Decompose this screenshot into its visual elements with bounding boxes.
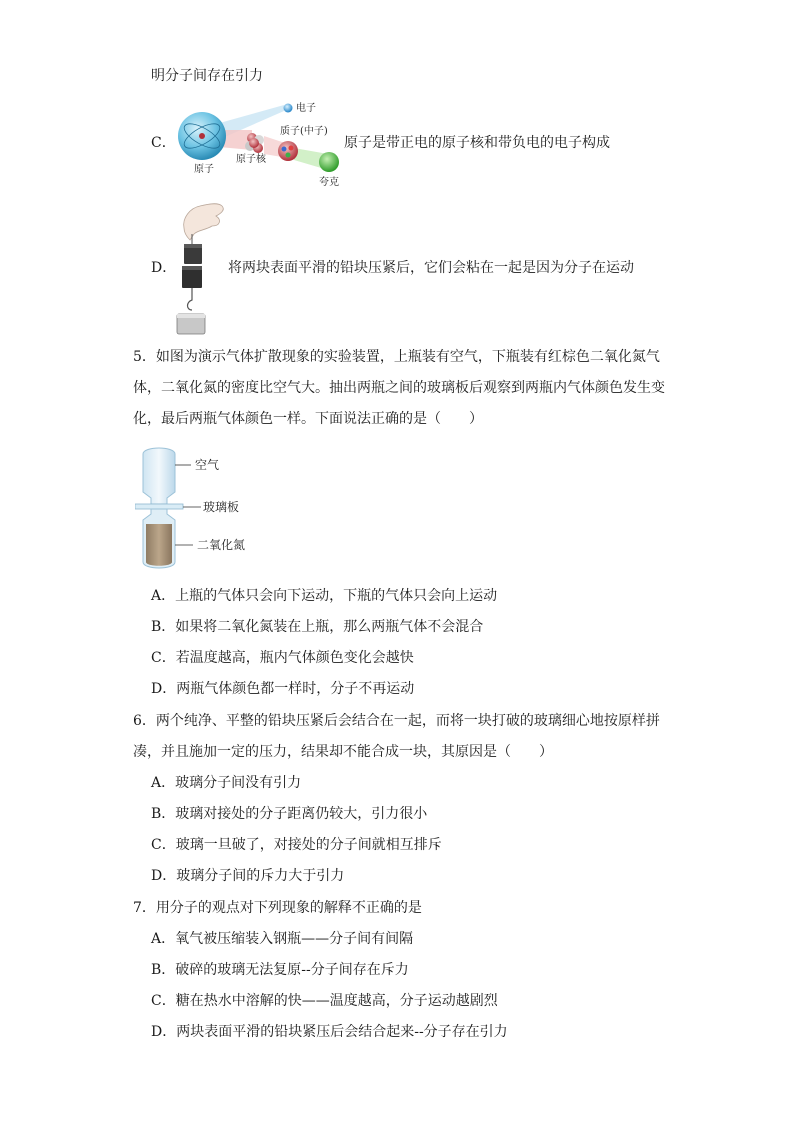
q7-line-1: 7．用分子的观点对下列现象的解释不正确的是 [133, 900, 422, 916]
prev-option-c-letter: C． [151, 135, 176, 151]
atom-structure-figure [172, 96, 347, 192]
q5-line-3: 化，最后两瓶气体颜色一样。下面说法正确的是（ ） [133, 411, 483, 427]
q5-line-1: 5．如图为演示气体扩散现象的实验装置，上瓶装有空气，下瓶装有红棕色二氧化氮气 [133, 349, 660, 365]
glass-plate [135, 504, 183, 509]
label-atom: 原子 [194, 164, 214, 175]
q5-option-d: D．两瓶气体颜色都一样时，分子不再运动 [151, 681, 415, 697]
label-glass-plate: 玻璃板 [203, 500, 240, 514]
label-nucleus: 原子核 [236, 154, 266, 165]
q6-line-2: 凑，并且施加一定的压力，结果却不能合成一块，其原因是（ ） [133, 744, 553, 760]
lead-blocks-figure [172, 200, 228, 336]
prev-option-c-text: 原子是带正电的原子核和带负电的电子构成 [344, 135, 610, 151]
q5-option-a: A．上瓶的气体只会向下运动，下瓶的气体只会向上运动 [151, 588, 498, 604]
upper-bottle [143, 448, 175, 504]
q6-line-1: 6．两个纯净、平整的铅块压紧后会结合在一起，而将一块打破的玻璃细心地按原样拼 [133, 713, 660, 729]
nucleus-cluster [245, 133, 264, 153]
q6-option-c: C．玻璃一旦破了，对接处的分子间就相互排斥 [151, 837, 442, 853]
gas-diffusion-figure [135, 444, 255, 572]
hand-icon [184, 204, 224, 240]
q6-option-a: A．玻璃分子间没有引力 [151, 775, 302, 791]
label-proton-neutron: 质子(中子) [280, 126, 328, 137]
q6-option-d: D．玻璃分子间的斥力大于引力 [151, 868, 345, 884]
proton-sphere [278, 141, 298, 161]
label-electron: 电子 [296, 103, 316, 114]
label-quark: 夸克 [319, 177, 339, 188]
q5-line-2: 体，二氧化氮的密度比空气大。抽出两瓶之间的玻璃板后观察到两瓶内气体颜色发生变 [133, 380, 665, 396]
intro-line: 明分子间存在引力 [151, 68, 263, 84]
q7-option-c: C．糖在热水中溶解的快——温度越高，分子运动越剧烈 [151, 993, 498, 1009]
q6-option-b: B．玻璃对接处的分子距离仍较大，引力很小 [151, 806, 428, 822]
q7-option-a: A．氧气被压缩装入钢瓶——分子间有间隔 [151, 931, 414, 947]
q5-option-b: B．如果将二氧化氮装在上瓶，那么两瓶气体不会混合 [151, 619, 484, 635]
q5-option-c: C．若温度越高，瓶内气体颜色变化会越快 [151, 650, 414, 666]
quark-sphere [319, 152, 339, 172]
label-no2: 二氧化氮 [197, 538, 246, 552]
q7-option-b: B．破碎的玻璃无法复原--分子间存在斥力 [151, 962, 409, 978]
q7-option-d: D．两块表面平滑的铅块紧压后会结合起来--分子存在引力 [151, 1024, 508, 1040]
prev-option-d-letter: D． [151, 260, 177, 276]
prev-option-d-text: 将两块表面平滑的铅块压紧后，它们会粘在一起是因为分子在运动 [228, 260, 634, 276]
electron-sphere [284, 104, 293, 113]
label-air: 空气 [195, 458, 220, 472]
